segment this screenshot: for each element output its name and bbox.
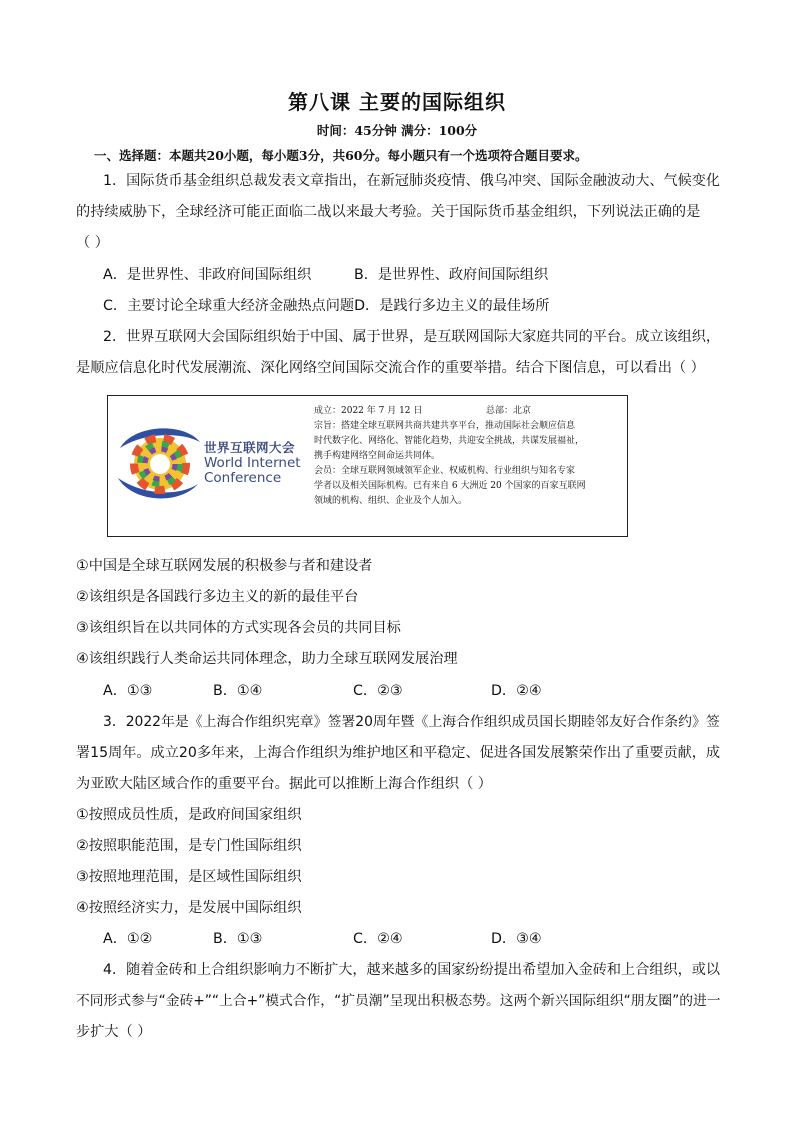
q3-option-c: C．②④ bbox=[353, 931, 403, 947]
q2-option-a: A．①③ bbox=[103, 683, 153, 699]
q2-option-b: B．①④ bbox=[213, 683, 263, 699]
q4-line-1: 4．随着金砖和上合组织影响力不断扩大，越来越多的国家纷纷提出希望加入金砖和上合组织，或以 bbox=[103, 962, 721, 978]
headquarters: 总部：北京 bbox=[486, 406, 532, 416]
q2-option-c: C．②③ bbox=[353, 683, 403, 699]
q1-option-b: B．是世界性、政府间国际组织 bbox=[354, 267, 549, 283]
purpose-line-3: 携手构建网络空间命运共同体。 bbox=[314, 451, 441, 461]
q1-line-3: （ ） bbox=[76, 235, 109, 251]
q1-line-1: 1．国际货币基金组织总裁发表文章指出，在新冠肺炎疫情、俄乌冲突、国际金融波动大、气候变化 bbox=[103, 173, 721, 189]
wic-info-text bbox=[314, 404, 622, 509]
q4-line-2: 不同形式参与“金砖+”“上合+”模式合作，“扩员潮”呈现出积极态势。这两个新兴国际组织“朋友圈”的进一 bbox=[76, 993, 721, 1009]
q2-statement-1: ①中国是全球互联网发展的积极参与者和建设者 bbox=[76, 558, 373, 574]
exam-meta: 时间：45分钟 满分：100分 bbox=[316, 123, 478, 138]
q3-option-b: B．①③ bbox=[213, 931, 263, 947]
section-heading: 一、选择题：本题共20小题，每小题3分，共60分。每小题只有一个选项符合题目要求。 bbox=[94, 148, 588, 163]
purpose-line-2: 时代数字化、网络化、智能化趋势，共迎安全挑战，共谋发展福祉， bbox=[314, 436, 585, 446]
wic-info-figure bbox=[107, 395, 628, 537]
q3-line-1: 3．2022年是《上海合作组织宪章》签署20周年暨《上海合作组织成员国长期睦邻友好合作条约》签 bbox=[103, 714, 720, 730]
q3-option-d: D．③④ bbox=[491, 931, 542, 947]
q3-statement-3: ③按照地理范围，是区域性国际组织 bbox=[76, 869, 302, 885]
q2-statement-3: ③该组织旨在以共同体的方式实现各会员的共同目标 bbox=[76, 620, 401, 636]
q2-option-d: D．②④ bbox=[491, 683, 542, 699]
q3-line-2: 署15周年。成立20多年来，上海合作组织为维护地区和平稳定、促进各国发展繁荣作出了重要贡献，成 bbox=[76, 745, 721, 761]
q1-option-cd: C．主要讨论全球重大经济金融热点问题D．是践行多边主义的最佳场所 bbox=[103, 298, 550, 314]
q3-statement-1: ①按照成员性质，是政府间国家组织 bbox=[76, 807, 302, 823]
logo-chinese-name: 世界互联网大会 bbox=[204, 440, 296, 455]
logo-english-name-1: World Internet bbox=[204, 455, 301, 471]
page-title: 第八课 主要的国际组织 bbox=[288, 90, 506, 114]
members-line-2: 学者以及相关国际机构。已有来自 6 大洲近 20 个国家的百家互联网 bbox=[314, 481, 586, 491]
q2-line-1: 2．世界互联网大会国际组织始于中国、属于世界，是互联网国际大家庭共同的平台。成立该组织， bbox=[103, 329, 721, 345]
members-line-3: 领域的机构、组织、企业及个人加入。 bbox=[314, 496, 468, 506]
q1-option-a: A．是世界性、非政府间国际组织 bbox=[103, 267, 312, 283]
q3-line-3: 为亚欧大陆区域合作的重要平台。据此可以推断上海合作组织（ ） bbox=[76, 776, 492, 792]
founded-date: 成立：2022 年 7 月 12 日 bbox=[314, 406, 423, 416]
q3-option-a: A．①② bbox=[103, 931, 153, 947]
members-line-1: 会员：全球互联网领域领军企业、权威机构、行业组织与知名专家 bbox=[314, 466, 576, 476]
q2-line-2: 是顺应信息化时代发展潮流、深化网络空间国际交流合作的重要举措。结合下图信息，可以看出（ ） bbox=[76, 360, 705, 376]
wic-logo-text bbox=[204, 438, 301, 486]
q2-statement-2: ②该组织是各国践行多边主义的新的最佳平台 bbox=[76, 589, 359, 605]
q1-line-2: 的持续威胁下，全球经济可能正面临二战以来最大考验。关于国际货币基金组织，下列说法正确的是 bbox=[76, 204, 701, 220]
logo-english-name-2: Conference bbox=[204, 470, 282, 486]
purpose-line-1: 宗旨：搭建全球互联网共商共建共享平台，推动国际社会顺应信息 bbox=[314, 421, 576, 431]
q4-line-3: 步扩大（ ） bbox=[76, 1024, 152, 1040]
wic-logo-icon bbox=[114, 418, 202, 506]
q3-statement-4: ④按照经济实力，是发展中国际组织 bbox=[76, 900, 302, 916]
q2-statement-4: ④该组织践行人类命运共同体理念，助力全球互联网发展治理 bbox=[76, 651, 458, 667]
q3-statement-2: ②按照职能范围，是专门性国际组织 bbox=[76, 838, 302, 854]
